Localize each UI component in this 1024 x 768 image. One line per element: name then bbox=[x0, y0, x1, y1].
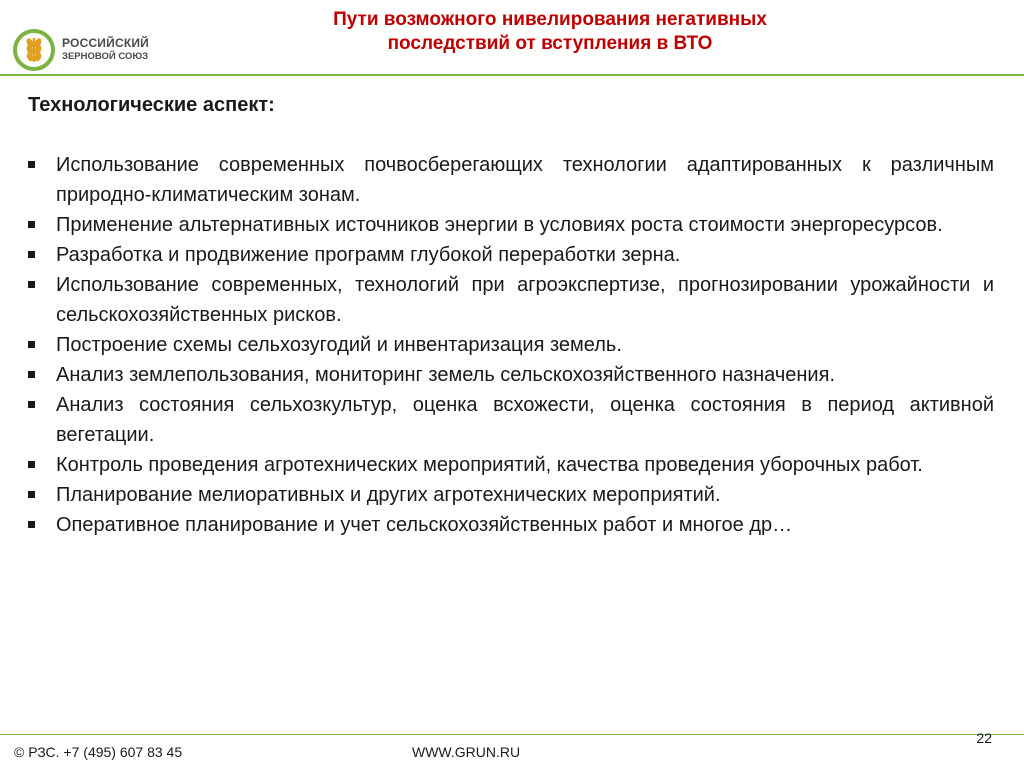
bullet-item bbox=[24, 450, 994, 480]
square-bullet-icon bbox=[28, 341, 35, 348]
bullet-item bbox=[24, 150, 994, 210]
square-bullet-icon bbox=[28, 371, 35, 378]
bullet-item bbox=[24, 210, 994, 240]
bullet-item bbox=[24, 330, 994, 360]
bullet-list bbox=[24, 150, 994, 540]
bullet-text: Разработка и продвижение программ глубокой переработки зерна. bbox=[56, 244, 681, 266]
header-divider bbox=[0, 74, 1024, 76]
slide-header bbox=[0, 0, 1024, 80]
bullet-item bbox=[24, 390, 994, 450]
logo-line-1: РОССИЙСКИЙ bbox=[62, 36, 150, 50]
bullet-text: Оперативное планирование и учет сельскохозяйственных работ и многое др… bbox=[56, 514, 793, 536]
bullet-text: Построение схемы сельхозугодий и инвентаризация земель. bbox=[56, 334, 622, 356]
bullet-item bbox=[24, 360, 994, 390]
square-bullet-icon bbox=[28, 161, 35, 168]
square-bullet-icon bbox=[28, 521, 35, 528]
bullet-item bbox=[24, 510, 994, 540]
grain-union-logo bbox=[12, 28, 162, 72]
footer-contact: © РЗС. +7 (495) 607 83 45 bbox=[14, 744, 183, 760]
footer-divider bbox=[0, 734, 1024, 735]
logo-line-2: ЗЕРНОВОЙ СОЮЗ bbox=[62, 51, 149, 62]
bullet-text: Анализ землепользования, мониторинг земель сельскохозяйственного назначения. bbox=[56, 364, 835, 386]
bullet-text: Применение альтернативных источников энергии в условиях роста стоимости энергоресурсов. bbox=[56, 214, 943, 236]
grain-union-logo-icon bbox=[12, 28, 56, 72]
bullet-text: Анализ состояния сельхозкультур, оценка всхожести, оценка состояния в период активной вегетации. bbox=[56, 394, 994, 446]
footer-website-link[interactable]: WWW.GRUN.RU bbox=[412, 744, 521, 760]
bullet-item bbox=[24, 480, 994, 510]
square-bullet-icon bbox=[28, 251, 35, 258]
square-bullet-icon bbox=[28, 221, 35, 228]
page-number: 22 bbox=[976, 730, 992, 746]
section-heading: Технологические аспект: bbox=[28, 94, 275, 116]
bullet-text: Использование современных, технологий при агроэкспертизе, прогнозировании урожайности и сельскохозяйственных рисков. bbox=[56, 274, 994, 326]
square-bullet-icon bbox=[28, 491, 35, 498]
bullet-text: Планирование мелиоративных и других агротехнических мероприятий. bbox=[56, 484, 721, 506]
slide-title-line-2: последствий от вступления в ВТО bbox=[387, 33, 713, 54]
logo-text bbox=[62, 36, 149, 64]
slide-title bbox=[250, 8, 850, 56]
slide-title-line-1: Пути возможного нивелирования негативных bbox=[333, 9, 767, 30]
square-bullet-icon bbox=[28, 401, 35, 408]
square-bullet-icon bbox=[28, 281, 35, 288]
square-bullet-icon bbox=[28, 461, 35, 468]
bullet-text: Использование современных почвосберегающих технологии адаптированных к различным природно-климатическим зонам. bbox=[56, 154, 994, 206]
bullet-text: Контроль проведения агротехнических мероприятий, качества проведения уборочных работ. bbox=[56, 454, 923, 476]
bullet-item bbox=[24, 240, 994, 270]
bullet-item bbox=[24, 270, 994, 330]
